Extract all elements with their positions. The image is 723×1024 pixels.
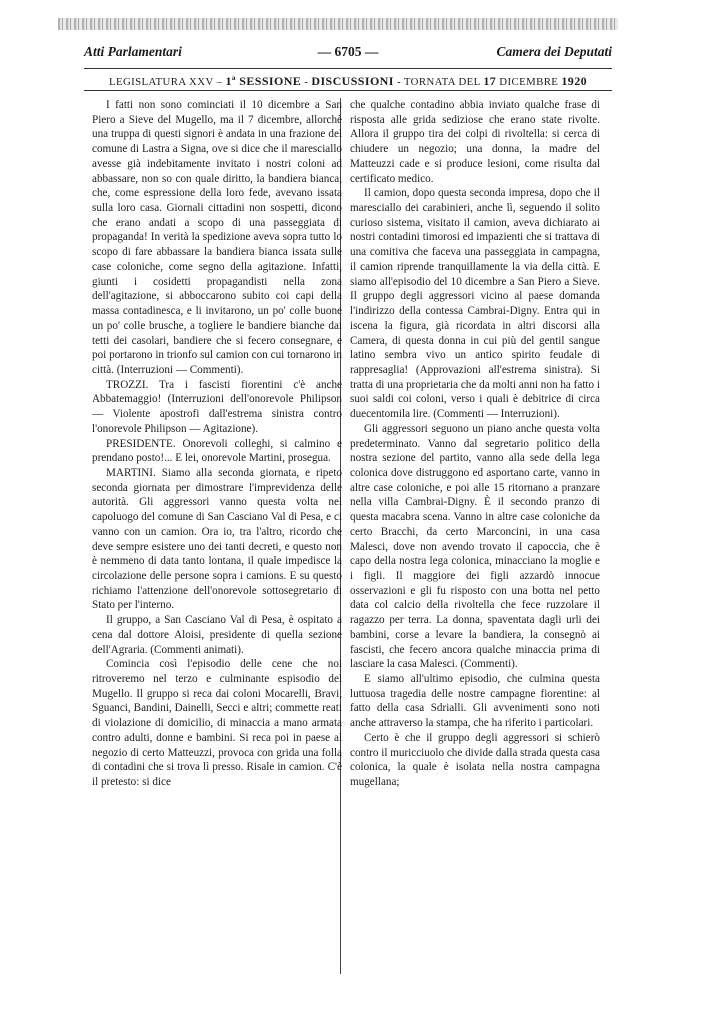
paragraph-continuation: che qualche contadino abbia inviato qualche frase di risposta alle grida sediziose che erano state rivolte. Allora il gruppo tira dei colpi di rivoltella: si cerca di chiudere un negozio; una donna, la madre del Matteuzzi cade e si produce lesioni, come risulta dal certificato medico. (350, 99, 600, 185)
header-rule-top (84, 68, 612, 69)
page-number: — 6705 — (317, 44, 379, 59)
paragraph-fatti: I fatti non sono cominciati il 10 dicembre a San Piero a Sieve del Mugello, ma il 7 dicembre, allorchè una truppa di questi signori è andata in una frazione del comune di Lastra a Signa, ove si dice che il maresciallo avesse già indebitamente invitato i nostri coloni ad abbassare, non so con quale diritto, la bandiera bianca, che, come espressione della loro fede, avevano issata sulla loro casa. Giornali cittadini non sospetti, dicono che erano andati a scopo di una passeggiata di propaganda! In verità la spedizione aveva sopra tutto lo scopo di fare abbassare la bandiera bianca issata sulle case coloniche, come segno della agitazione. Infatti, giunti i cosidetti propagandisti nella zona dell'agitazione, si abboccarono subito coi capi della massa contadinesca, e li invitarono, un po' colle buone un po' colle brusche, a togliere le bandiere bianche dai tetti dei casolari, bandiere che si fecero consegnare, e poi portarono in trionfo sul camion con cui tornarono in città. (Interruzioni — Commenti). (92, 99, 342, 376)
header-left: Atti Parlamentari (84, 44, 182, 59)
right-column (350, 98, 600, 790)
tipo-seduta: DISCUSSIONI (311, 74, 394, 88)
tornata-label: TORNATA DEL (403, 76, 481, 88)
header-rule-bottom (84, 90, 612, 91)
session-line: LEGISLATURA XXV – 1ª SESSIONE - DISCUSSIONI - TORNATA DEL 17 DICEMBRE 1920 (108, 74, 588, 88)
running-header (84, 44, 612, 66)
left-column (92, 98, 342, 790)
paragraph-cene: Comincia così l'episodio delle cene che noi ritroveremo nel terzo e culminante espisodio del Mugello. Il gruppo si reca dai coloni Mocarelli, Bravi, Sguanci, Bandini, Dainelli, Secci e altri; commette reati di violazione di domicilio, di minaccia a mano armata contro adulti, donne e bambini. Si reca poi in paese al negozio di certo Matteuzzi, provoca con grida una folla di contadini che si trova lì presso. Risale in camion. C'è il pretesto: si dice (92, 658, 342, 789)
tornata-mese: DICEMBRE (499, 76, 559, 88)
paragraph-martini: MARTINI. Siamo alla seconda giornata, e ripeto seconda giornata per dimostrare l'imprevidenza delle autorità. Gli aggressori vanno questa volta nel capoluogo del comune di San Casciano Val di Pesa, e ci vanno con un camion. Ora io, tra l'altro, ricordo che deve sempre esistere uno dei tanti decreti, e questo non è nemmeno di data tanto lontana, il quale impedisce la circolazione delle persone sopra i camions. E su questo richiamo l'attenzione dell'onorevole sottosegretario di Stato per l'interno. (92, 466, 342, 612)
tornata-anno: 1920 (561, 74, 588, 88)
scan-edge-band (58, 18, 618, 30)
legislatura: LEGISLATURA XXV (108, 76, 214, 88)
tornata-giorno: 17 (483, 74, 497, 88)
paragraph-presidente: PRESIDENTE. Onorevoli colleghi, si calmino e prendano posto!... E lei, onorevole Martini, prosegua. (92, 437, 342, 465)
paragraph-san-casciano: Il gruppo, a San Casciano Val di Pesa, è ospitato a cena dal dottore Aloisi, presidente di quella sezione dell'Agraria. (Commenti animati). (92, 614, 342, 656)
paragraph-ultimo-episodio: E siamo all'ultimo episodio, che culmina questa luttuosa tragedia delle nostre campagne fiorentine: al fatto della casa Sdrialli. Gli avvenimenti sono noti anche attraverso la stampa, che ha riferito i particolari. (350, 673, 600, 730)
sessione: 1ª SESSIONE (225, 74, 302, 88)
header-right: Camera dei Deputati (496, 44, 612, 59)
paragraph-certo: Certo è che il gruppo degli aggressori si schierò contro il muricciuolo che divide dalla strada questa casa colonica, la quale è isolata nella nostra campagna mugellana; (350, 731, 600, 789)
paragraph-camion: Il camion, dopo questa seconda impresa, dopo che il maresciallo dei carabinieri, anche lì, seguendo il solito curioso sistema, visitato il camion, aveva dichiarato ai nostri contadini timorosi ed impazienti che si trattava di una comitiva che faceva una passeggiata in campagna, il camion riprende tranquillamente la via della città. E siamo all'episodio del 10 dicembre a San Piero a Sieve. Il gruppo degli aggressori vicino al paese domanda l'indirizzo della contessa Cambrai-Digny. Entra qui in iscena la figura, già ricordata in altri discorsi alla Camera, di questa donna in cui più del gentil sangue latino sembra vivo un antico spirito feudale di rappresaglia! (Approvazioni all'estrema sinistra). Si tratta di una proprietaria che da molti anni non ha fatto i suoi saldi coi coloni, verso i quali è debitrice di circa duecentomila lire. (Commenti — Interruzioni). (350, 187, 600, 421)
paragraph-trozzi: TROZZI. Tra i fascisti fiorentini c'è anche Abbatemaggio! (Interruzioni dell'onorevole Philipson — Violente apostrofi dall'estrema sinistra contro l'onorevole Philipson — Agitazione). (92, 378, 342, 435)
paragraph-aggressori: Gli aggressori seguono un piano anche questa volta predeterminato. Vanno dal segretario politico della nostra sezione del partito, vanno alla sede della lega colonica dove distruggono ed asportano carte, vanno in altre case coloniche, e poi alle 15 ritornano a pranzare nella villa Cambrai-Digny. È il secondo pranzo di questa macabra scena. Vanno in altre case coloniche da certo Bracchi, da certo Marconcini, in una casa Malesci, dove non avendo trovato il capoccia, che è capo della nostra lega colonica, minacciano la moglie e i figli. Il maggiore dei figli azzardò innocue osservazioni e gli fu risposto con una botta nel petto data col calcio della rivoltella che fece ruzzolare il ragazzo per terra. La donna, spaventata dagli urli dei bambini, corse a levare la bandiera, la consegnò ai fascisti, che fecero ancora qualche minaccia prima di lasciare la casa Malesci. (Commenti). (350, 422, 600, 671)
